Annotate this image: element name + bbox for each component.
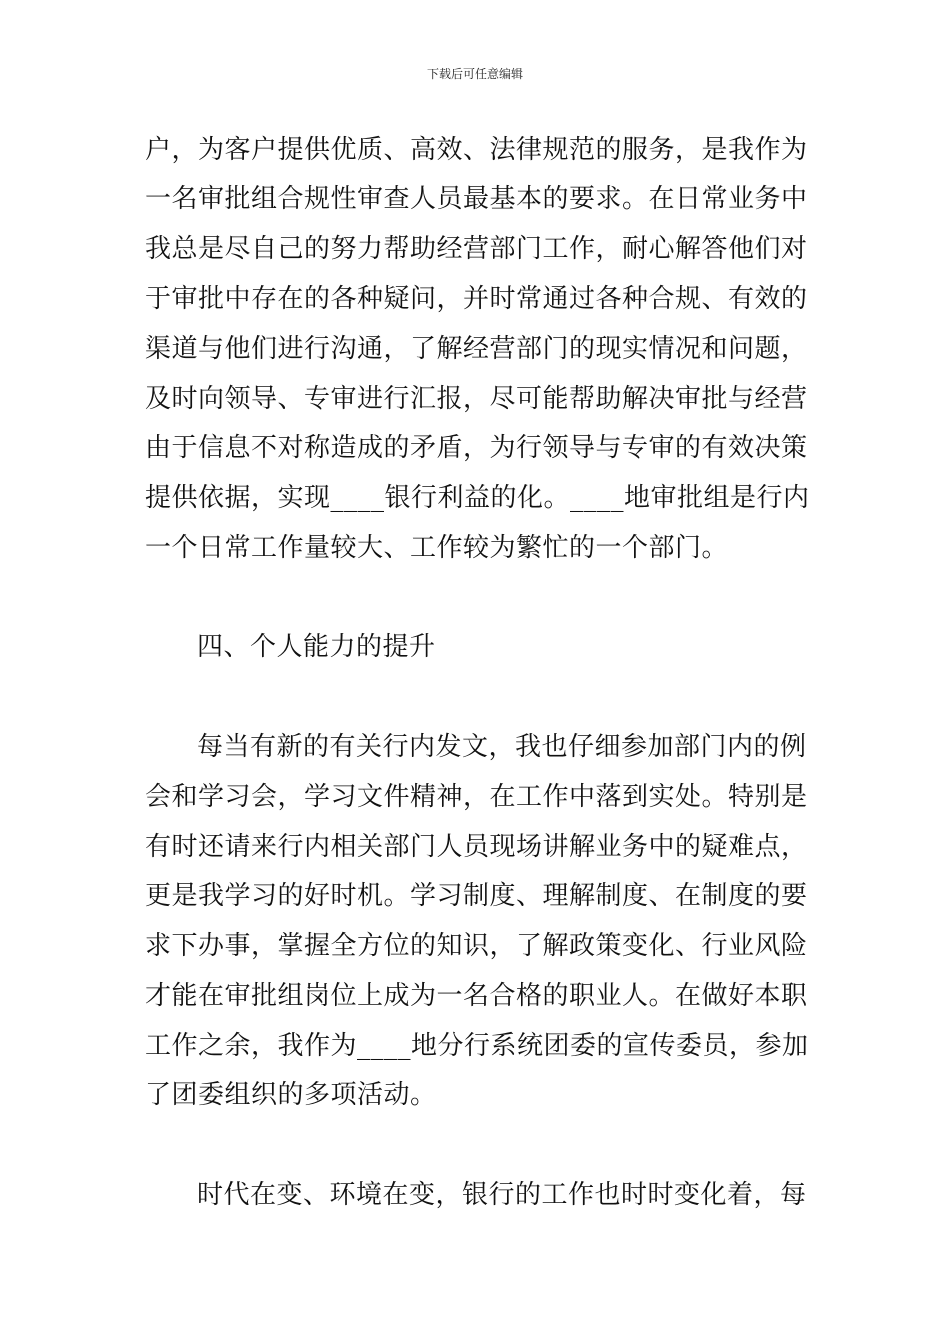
text-line: 由于信息不对称造成的矛盾，为行领导与专审的有效决策 [145,433,808,463]
text-line: 会和学习会，学习文件精神，在工作中落到实处。特别是 [145,782,808,812]
text-line: 于审批中存在的各种疑问，并时常通过各种合规、有效的 [145,284,808,314]
text-line: 有时还请来行内相关部门人员现场讲解业务中的疑难点， [145,832,808,862]
text-line: 工作之余，我作为____地分行系统团委的宣传委员，参加 [145,1031,809,1061]
text-line: 时代在变、环境在变，银行的工作也时时变化着，每 [197,1180,807,1210]
text-line: 渠道与他们进行沟通，了解经营部门的现实情况和问题， [145,334,808,364]
text-line: 了团委组织的多项活动。 [145,1080,437,1110]
section-heading: 四、个人能力的提升 [197,632,436,662]
text-line: 我总是尽自己的努力帮助经营部门工作，耐心解答他们对 [145,234,808,264]
text-line: 每当有新的有关行内发文，我也仔细参加部门内的例 [197,732,807,762]
text-line: 一个日常工作量较大、工作较为繁忙的一个部门。 [145,533,729,563]
text-line: 及时向领导、专审进行汇报，尽可能帮助解决审批与经营 [145,384,808,414]
page-header-note: 下载后可任意编辑 [426,67,523,81]
text-line: 更是我学习的好时机。学习制度、理解制度、在制度的要 [145,881,808,911]
text-line: 求下办事，掌握全方位的知识，了解政策变化、行业风险 [145,931,808,961]
text-line: 才能在审批组岗位上成为一名合格的职业人。在做好本职 [145,981,808,1011]
text-line: 户，为客户提供优质、高效、法律规范的服务，是我作为 [145,135,808,165]
text-line: 提供依据，实现____银行利益的化。____地审批组是行内 [145,483,810,513]
text-line: 一名审批组合规性审查人员最基本的要求。在日常业务中 [145,184,808,214]
